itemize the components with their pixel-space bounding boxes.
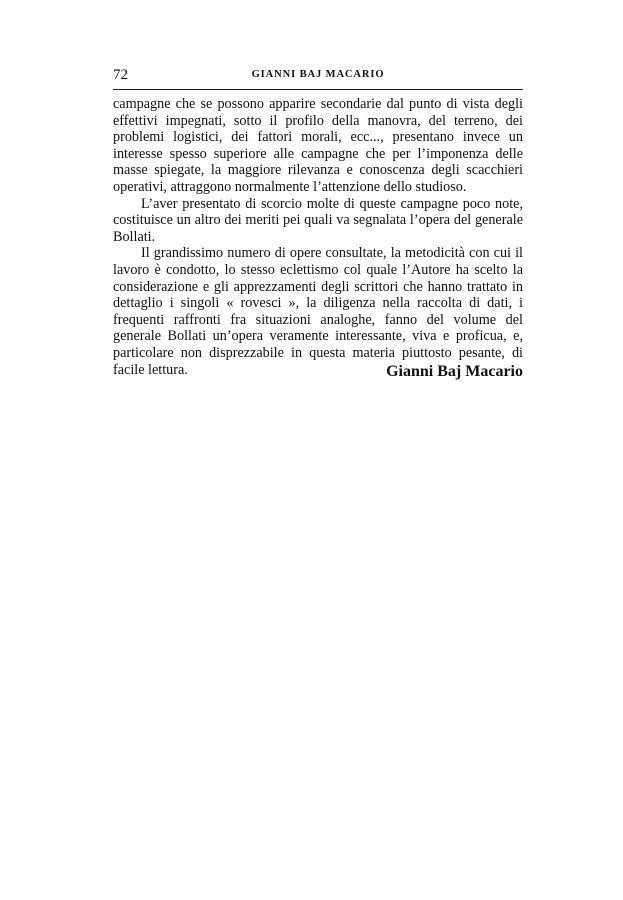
running-head: GIANNI BAJ MACARIO xyxy=(251,69,385,80)
author-signature: Gianni Baj Macario xyxy=(386,363,523,380)
paragraph-1: campagne che se possono apparire secondarie dal punto di vista degli effettivi impegnati, sotto il profilo della manovra, del terreno, dei problemi logistici, dei fattori morali, ecc..., presentano invece un interesse spesso superiore alle campagne che per l’imponenza delle masse spiegate, la maggiore rilevanza e conoscenza degli scacchieri operativi, attraggono normalmente l’attenzione dello studioso. xyxy=(113,96,523,195)
header-rule xyxy=(113,89,523,90)
paragraph-2: L’aver presentato di scorcio molte di queste campagne poco note, costituisce un altro dei meriti pei quali va segnalata l’opera del generale Bollati. xyxy=(113,195,523,245)
body-text xyxy=(113,96,523,378)
page-number: 72 xyxy=(113,67,128,83)
paragraph-3: Il grandissimo numero di opere consultate, la metodicità con cui il lavoro è condotto, lo stesso eclettismo col quale l’Autore ha scelto la considerazione e gli apprezzamenti degli scrittori che hanno trattato in dettaglio i singoli « rovesci », la diligenza nella raccolta di dati, i frequenti raffronti fra situazioni analoghe, fanno del volume del generale Bollati un’opera veramente interessante, viva e proficua, e, particolare non disprezzabile in questa materia piuttosto pesante, di facile lettura. xyxy=(113,245,523,378)
page-header xyxy=(113,66,523,84)
